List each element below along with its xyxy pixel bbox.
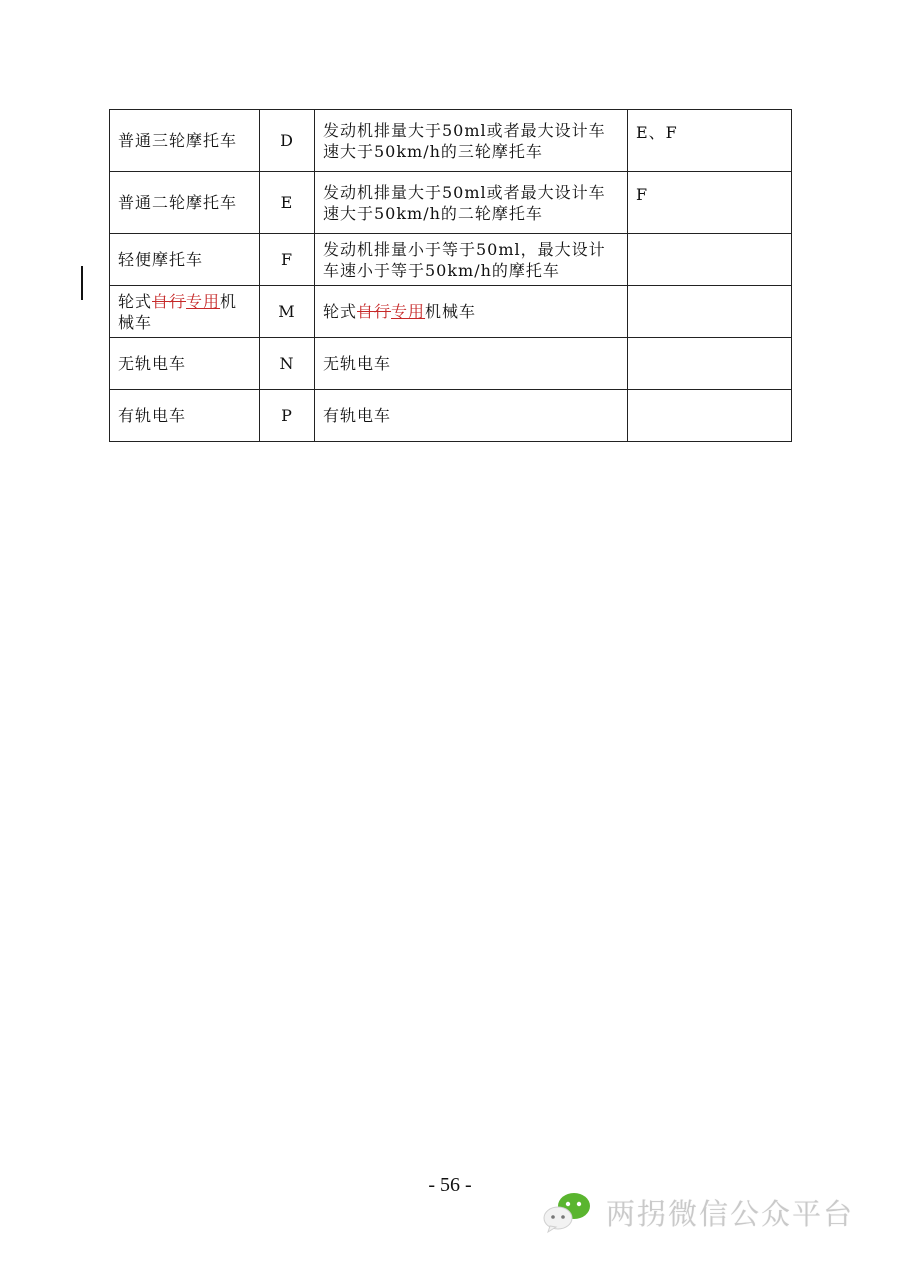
vehicle-name-cell: 普通三轮摩托车: [110, 110, 260, 172]
vehicle-type-table: [109, 109, 792, 442]
vehicle-code-cell: F: [260, 234, 315, 286]
permitted-types-cell: [628, 234, 792, 286]
page-number: - 56 -: [428, 1174, 472, 1196]
watermark-text: 两拐微信公众平台: [606, 1196, 855, 1231]
table-row: [110, 390, 792, 442]
vehicle-name-cell: 有轨电车: [110, 390, 260, 442]
vehicle-description-cell: 发动机排量小于等于50ml，最大设计车速小于等于50km/h的摩托车: [315, 234, 628, 286]
permitted-types-cell: [628, 286, 792, 338]
vehicle-description-cell: 轮式自行专用机械车: [315, 286, 628, 338]
table-row: [110, 338, 792, 390]
vehicle-description-cell: 有轨电车: [315, 390, 628, 442]
vehicle-code-cell: N: [260, 338, 315, 390]
revision-change-bar: [81, 266, 83, 300]
table-row: [110, 110, 792, 172]
permitted-types-cell: [628, 338, 792, 390]
vehicle-name-cell: 普通二轮摩托车: [110, 172, 260, 234]
vehicle-name-cell: 无轨电车: [110, 338, 260, 390]
wechat-icon: [540, 1190, 600, 1234]
vehicle-code-cell: D: [260, 110, 315, 172]
table-row: [110, 286, 792, 338]
vehicle-description-cell: 无轨电车: [315, 338, 628, 390]
vehicle-name-cell: 轻便摩托车: [110, 234, 260, 286]
table-row: [110, 172, 792, 234]
permitted-types-cell: [628, 390, 792, 442]
vehicle-code-cell: P: [260, 390, 315, 442]
permitted-types-cell: E、F: [628, 110, 792, 172]
vehicle-code-cell: M: [260, 286, 315, 338]
vehicle-description-cell: 发动机排量大于50ml或者最大设计车速大于50km/h的三轮摩托车: [315, 110, 628, 172]
permitted-types-cell: F: [628, 172, 792, 234]
vehicle-description-cell: 发动机排量大于50ml或者最大设计车速大于50km/h的二轮摩托车: [315, 172, 628, 234]
table-row: [110, 234, 792, 286]
vehicle-code-cell: E: [260, 172, 315, 234]
watermark: [540, 1190, 860, 1234]
vehicle-name-cell: 轮式自行专用机械车: [110, 286, 260, 338]
